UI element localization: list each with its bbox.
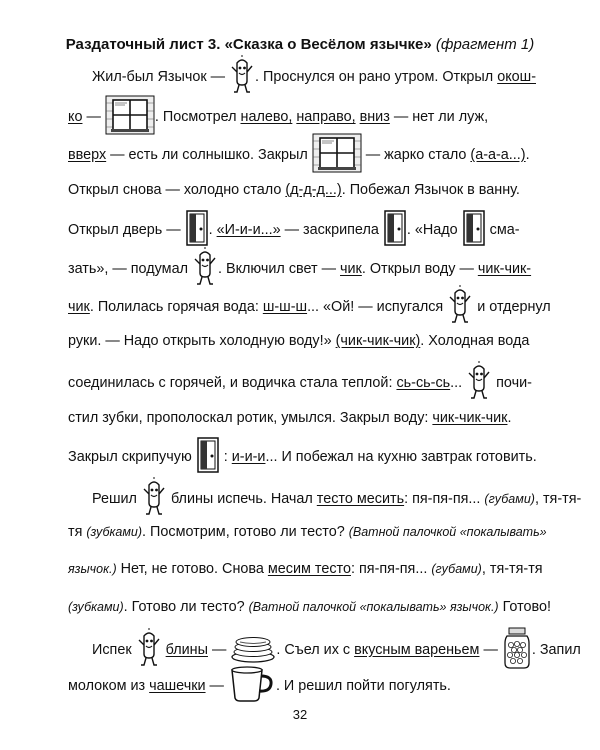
text-run: Закрыл скрипучую <box>68 448 196 465</box>
story-line <box>68 296 551 318</box>
underlined-word: чашечки <box>149 677 206 694</box>
underlined-word: чик <box>340 260 362 277</box>
window-icon <box>105 95 155 139</box>
text-run: блины испечь. Начал <box>166 490 317 507</box>
story-line <box>92 488 582 510</box>
text-run: . Посмотрим, готово ли тесто? <box>142 524 349 540</box>
story-line <box>68 599 552 615</box>
text-run: руки. — Надо открыть холодную воду!» <box>68 333 336 349</box>
tongue-icon <box>136 628 162 672</box>
text-run: и отдернул <box>473 298 551 315</box>
underlined-word: (д-д-д...) <box>285 182 342 198</box>
tongue-icon <box>229 55 255 99</box>
italic-instruction: (Ватной палочкой «покалывать» <box>348 525 547 539</box>
story-line <box>92 639 581 661</box>
pancakes-icon <box>230 633 276 667</box>
text-run: . Посмотрел <box>154 108 241 125</box>
text-run: . Включил свет — <box>217 260 341 277</box>
story-line <box>68 258 540 280</box>
text-run: : пя-пя-пя... <box>404 490 485 507</box>
text-run: ... «Ой! — испугался <box>307 298 448 315</box>
door-icon <box>462 210 486 250</box>
underlined-word: ш-ш-ш <box>262 298 308 315</box>
underlined-word: вниз <box>359 108 390 125</box>
text-run: стил зубки, прополоскал ротик, умылся. Закрыл воду: <box>68 410 433 426</box>
underlined-word: чик-чик-чик <box>432 410 508 426</box>
underlined-word: ко <box>68 108 83 125</box>
underlined-word: и-и-и <box>231 448 266 465</box>
italic-instruction: (зубками) <box>86 525 143 539</box>
story-line <box>68 410 540 426</box>
story-line <box>68 675 540 697</box>
story-line <box>68 333 540 349</box>
underlined-word: чик-чик- <box>477 260 532 277</box>
text-run: Жил-был Язычок — <box>92 68 230 85</box>
text-run: сма- <box>485 221 520 238</box>
underlined-word: тесто месить <box>316 490 405 507</box>
jar-icon <box>502 627 532 673</box>
text-run: , тя-тя- <box>534 490 582 507</box>
text-run: соединилась с горячей, и водичка стала теплой: <box>68 374 397 391</box>
text-run: . Холодная вода <box>420 333 530 349</box>
story-line <box>68 219 540 241</box>
underlined-word: «И-и-и...» <box>216 221 281 238</box>
page-number: 32 <box>292 707 308 722</box>
text-run: Решил <box>92 490 141 507</box>
story-line <box>68 561 543 577</box>
text-run: почи- <box>492 374 532 391</box>
underlined-word: вверх <box>68 146 107 163</box>
underlined-word: окош- <box>497 68 536 85</box>
text-run: — <box>205 677 228 694</box>
text-run: — жарко стало <box>361 146 471 163</box>
text-run: . <box>507 410 512 426</box>
underlined-word: вкусным вареньем <box>354 641 480 658</box>
italic-instruction: (губами) <box>431 562 482 576</box>
underlined-word: чик <box>68 298 90 315</box>
text-run: . <box>208 221 217 238</box>
cup-icon <box>228 666 276 706</box>
text-run: тя <box>68 524 87 540</box>
tongue-icon <box>447 285 473 329</box>
text-run: ... И побежал на кухню завтрак готовить. <box>265 448 537 465</box>
underlined-word: сь-сь-сь <box>396 374 451 391</box>
story-line <box>68 182 540 198</box>
text-run: зать», — подумал <box>68 260 192 277</box>
door-icon <box>185 210 209 250</box>
story-line <box>68 144 540 166</box>
story-line <box>68 524 547 540</box>
tongue-icon <box>466 361 492 405</box>
story-line <box>92 66 540 88</box>
tongue-icon <box>192 247 218 291</box>
text-run: — <box>479 641 502 658</box>
text-run: , тя-тя-тя <box>481 561 543 577</box>
story-line <box>68 106 540 128</box>
text-run: . <box>525 146 530 163</box>
text-run: . «Надо <box>406 221 462 238</box>
italic-instruction: (зубками) <box>68 600 124 614</box>
underlined-word: месим тесто <box>267 561 351 577</box>
title-main: Раздаточный лист 3. «Сказка о Весёлом язычке» <box>65 36 432 53</box>
text-run: — нет ли луж, <box>389 108 489 125</box>
underlined-word: (а-а-а...) <box>470 146 526 163</box>
italic-instruction: (Ватной палочкой «покалывать» язычок.) <box>248 600 499 614</box>
text-run: Готово! <box>498 599 552 615</box>
text-run: . Готово ли тесто? <box>123 599 249 615</box>
text-run: . Полилась горячая вода: <box>89 298 263 315</box>
text-run: — заскрипела <box>280 221 383 238</box>
text-run: : пя-пя-пя... <box>350 561 432 577</box>
text-run: Открыл снова — холодно стало <box>68 182 286 198</box>
text-run: Нет, не готово. Снова <box>116 561 268 577</box>
text-run: — есть ли солнышко. Закрыл <box>106 146 312 163</box>
text-run: Испек <box>92 641 136 658</box>
text-run: : <box>219 448 232 465</box>
text-run: — <box>207 641 231 658</box>
window-icon <box>312 133 362 177</box>
underlined-word: (чик-чик-чик) <box>335 333 421 349</box>
story-line <box>68 446 540 468</box>
text-run: . Побежал Язычок в ванну. <box>341 182 520 198</box>
page-title <box>0 36 600 53</box>
italic-instruction: язычок.) <box>68 562 117 576</box>
text-run: ... <box>450 374 467 391</box>
title-fragment: (фрагмент 1) <box>435 36 535 53</box>
underlined-word: налево, <box>240 108 293 125</box>
text-run: . Проснулся он рано утром. Открыл <box>255 68 498 85</box>
text-run: — <box>82 108 105 125</box>
underlined-word: направо, <box>296 108 356 125</box>
text-run: . Съел их с <box>276 641 355 658</box>
text-run: . Запил <box>531 641 581 658</box>
text-run: молоком из <box>68 677 150 694</box>
italic-instruction: (губами) <box>484 491 535 506</box>
tongue-icon <box>141 477 167 521</box>
door-icon <box>383 210 407 250</box>
text-run: Открыл дверь — <box>68 221 185 238</box>
text-run: . Открыл воду — <box>361 260 478 277</box>
underlined-word: блины <box>165 641 208 658</box>
door-icon <box>196 437 220 477</box>
text-run: . И решил пойти погулять. <box>275 677 451 694</box>
story-line <box>68 372 540 394</box>
